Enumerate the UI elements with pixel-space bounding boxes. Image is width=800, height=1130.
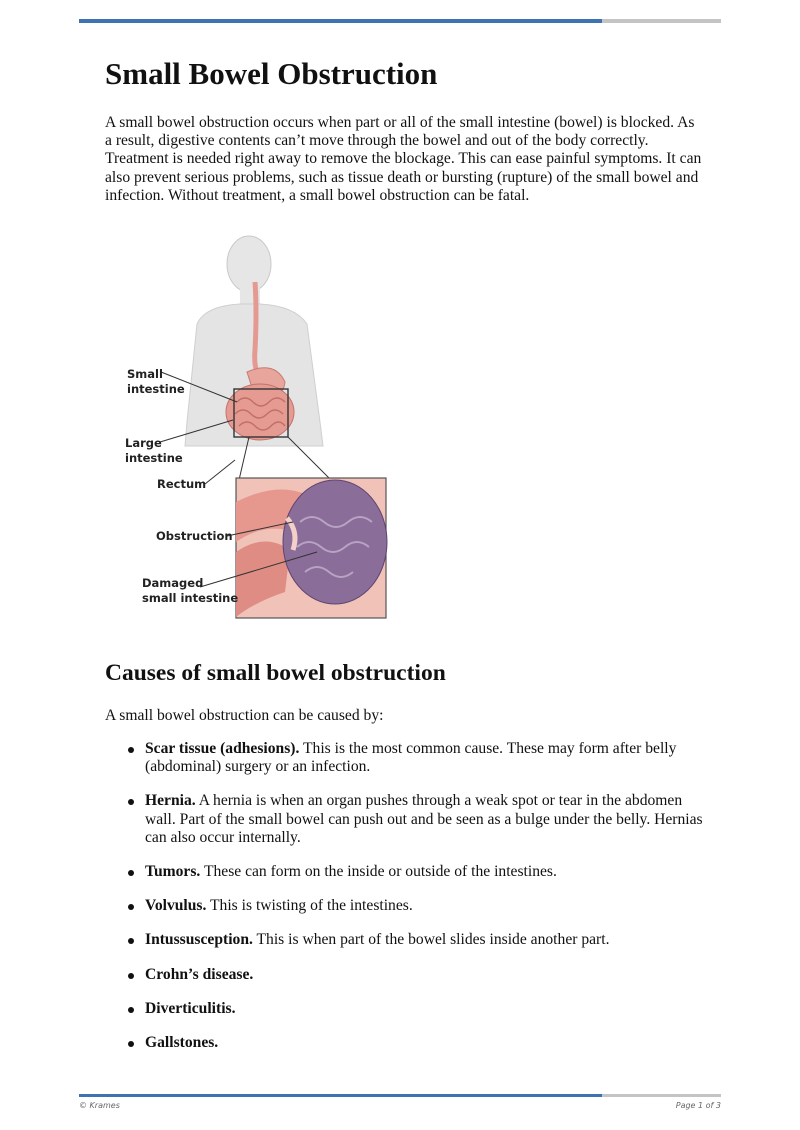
anatomy-illustration bbox=[115, 232, 405, 624]
cause-text: This is the most common cause. These may form after belly (abdominal) surgery or an infection. bbox=[145, 740, 677, 776]
cause-term: Diverticulitis. bbox=[145, 999, 236, 1017]
cause-term: Volvulus. bbox=[145, 897, 207, 915]
list-item bbox=[105, 1034, 705, 1052]
footer-copyright: © Krames bbox=[79, 1101, 120, 1110]
label-large-intestine-2: intestine bbox=[125, 451, 183, 465]
obstruction-inset bbox=[236, 478, 387, 618]
list-item bbox=[105, 740, 705, 776]
footer-page-number: Page 1 of 3 bbox=[675, 1101, 721, 1110]
list-item bbox=[105, 897, 705, 915]
cause-text: This is when part of the bowel slides inside another part. bbox=[252, 931, 610, 949]
list-item bbox=[105, 931, 705, 949]
list-item bbox=[105, 863, 705, 881]
label-damaged-1: Damaged bbox=[142, 576, 204, 590]
cause-term: Hernia. bbox=[145, 792, 196, 810]
list-item bbox=[105, 966, 705, 984]
label-large-intestine-1: Large bbox=[125, 436, 162, 450]
bottom-rule bbox=[79, 1094, 721, 1097]
causes-heading: Causes of small bowel obstruction bbox=[105, 660, 446, 686]
label-small-intestine-2: intestine bbox=[127, 382, 185, 396]
causes-lead: A small bowel obstruction can be caused by: bbox=[105, 707, 384, 724]
cause-term: Intussusception. bbox=[145, 931, 253, 949]
page-title: Small Bowel Obstruction bbox=[105, 56, 438, 91]
list-item bbox=[105, 1000, 705, 1018]
intro-paragraph: A small bowel obstruction occurs when part or all of the small intestine (bowel) is blocked. As a result, digestive contents can’t move through the bowel and out of the body correctly. Treatment is needed right away to remove the blockage. This can ease painful symptoms. It can also prevent serious problems, such as tissue death or bursting (rupture) of the small bowel and infection. Without treatment, a small bowel obstruction can be fatal. bbox=[105, 114, 702, 204]
top-rule bbox=[79, 19, 721, 23]
intestines bbox=[226, 384, 294, 440]
label-damaged-2: small intestine bbox=[142, 591, 239, 605]
cause-term: Crohn’s disease. bbox=[145, 965, 254, 983]
label-rectum: Rectum bbox=[157, 477, 207, 491]
causes-list bbox=[105, 740, 705, 1068]
list-item bbox=[105, 792, 705, 847]
cause-text: These can form on the inside or outside of the intestines. bbox=[200, 863, 557, 881]
label-obstruction: Obstruction bbox=[156, 529, 233, 543]
cause-term: Tumors. bbox=[145, 863, 201, 881]
cause-term: Gallstones. bbox=[145, 1034, 219, 1052]
cause-term: Scar tissue (adhesions). bbox=[145, 740, 300, 757]
label-small-intestine-1: Small bbox=[127, 367, 163, 381]
cause-text: A hernia is when an organ pushes through a weak spot or tear in the abdomen wall. Part of the small bowel can push out and be seen as a bulge under the belly. Hernias can also occur internally. bbox=[145, 792, 703, 846]
cause-text: This is twisting of the intestines. bbox=[206, 897, 413, 915]
